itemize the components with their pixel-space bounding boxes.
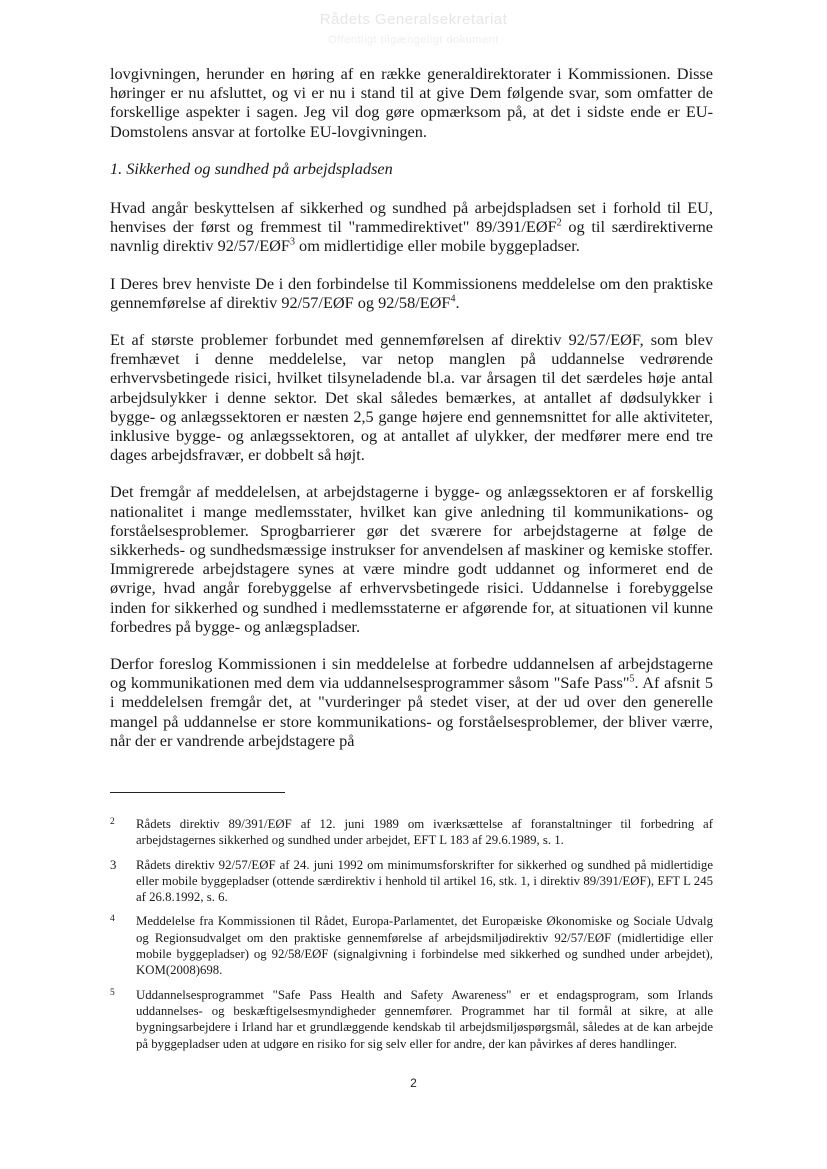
footnote-3 bbox=[110, 857, 713, 906]
footnote-text: Rådets direktiv 89/391/EØF af 12. juni 1989 om iværksættelse af foranstaltninger til forbedring af arbejdstagernes sikkerhed og sundhed under arbejdet, EFT L 183 af 29.6.1989, s. 1. bbox=[136, 817, 713, 848]
footnote-text: Rådets direktiv 92/57/EØF af 24. juni 1992 om minimumsforskrifter for sikkerhed og sundhed på midlertidige eller mobile byggepladser (ottende særdirektiv i henhold til artikel 16, stk. 1, i direktiv 89/391/EØF), EFT L 245 af 26.8.1992, s. 6. bbox=[136, 857, 713, 905]
footnote-text: Uddannelsesprogrammet "Safe Pass Health and Safety Awareness" er et endagsprogram, som Irlands uddannelses- og beskæftigelsesmyndigheder gennemfører. Programmet har til formål at sikre, at alle bygningsarbejdere i Irland har et grundlæggende kendskab til arbejdsmiljøspørgsmål, således at de kan arbejde på byggepladser uden at udgøre en risiko for sig selv eller for andre, der kan påvirkes af deres handlinger. bbox=[136, 987, 713, 1051]
footnote-ref-3[interactable]: 3 bbox=[289, 237, 295, 248]
paragraph-6-text-a: Derfor foreslog Kommissionen i sin meddelelse at forbedre uddannelsen af arbejdstagerne og kommunikationen med dem via uddannelsesprogrammer såsom "Safe Pass" bbox=[110, 654, 713, 693]
header-line-2: Offentligt tilgængeligt dokument bbox=[328, 34, 499, 46]
footnote-text: Meddelelse fra Kommissionen til Rådet, Europa-Parlamentet, det Europæiske Økonomiske og Sociale Udvalg og Regionsudvalget om den praktiske gennemførelse af arbejdsmiljødirektiv 92/57/EØF (midlertidige eller mobile byggepladser) og 92/58/EØF (signalgivning i forbindelse med sikkerhed og sundhed under arbejdet), KOM(2008)698. bbox=[136, 914, 713, 978]
paragraph-5: Det fremgår af meddelelsen, at arbejdstagerne i bygge- og anlægssektoren er af forskellig nationalitet i mange medlemsstater, hvilket kan give anledning til kommunikations- og forståelsesproblemer. Sprogbarrierer gør det sværere for arbejdstagerne at følge de sikkerheds- og sundhedsmæssige instrukser for anvendelsen af maskiner og kemiske stoffer. Immigrerede arbejdstagere synes at være mindre godt uddannet og informeret end de øvrige, hvad angår forebyggelse af erhvervsbetingede risici. Uddannelse i forebyggelse inden for sikkerhed og sundhed i medlemsstaterne er afgørende for, at situationen vil kunne forbedres på bygge- og anlægspladser. bbox=[110, 482, 713, 636]
section-heading: 1. Sikkerhed og sundhed på arbejdspladsen bbox=[110, 158, 393, 178]
paragraph-2-text-a: Hvad angår beskyttelsen af sikkerhed og sundhed på arbejdspladsen set i forhold til EU, henvises der først og fremmest til "rammedirektivet" 89/391/EØF bbox=[110, 198, 713, 237]
paragraph-3 bbox=[110, 274, 713, 312]
footnote-number: 2 bbox=[110, 817, 115, 827]
paragraph-3-text-b: . bbox=[455, 292, 460, 312]
header-line-1: Rådets Generalsekretariat bbox=[319, 11, 508, 28]
footnote-number: 3 bbox=[110, 857, 117, 872]
paragraph-4: Et af største problemer forbundet med gennemførelsen af direktiv 92/57/EØF, som blev fremhævet i denne meddelelse, var netop manglen på uddannelse vedrørende erhvervsbetingede risici, hvilket tilsyneladende bl.a. var årsagen til det særdeles høje antal arbejdsulykker i denne sektor. Det skal således bemærkes, at antallet af dødsulykker i bygge- og anlægssektoren er næsten 2,5 gange højere end gennemsnittet for alle aktiviteter, inklusive bygge- og anlægssektoren, og at antallet af ulykker, der medfører mere end tre dages arbejdsfravær, er dobbelt så højt. bbox=[110, 330, 713, 465]
footnotes bbox=[110, 816, 713, 1060]
footnote-ref-5[interactable]: 5 bbox=[629, 673, 635, 685]
paragraph-6 bbox=[110, 654, 713, 750]
footnote-4 bbox=[110, 913, 713, 978]
paragraph-intro: lovgivningen, herunder en høring af en række generaldirektorater i Kommissionen. Disse høringer er nu afsluttet, og vi er nu i stand til at give Dem følgende svar, som omfatter de forskellige aspekter i sagen. Jeg vil dog gøre opmærksom på, at det i sidste ende er EU-Domstolens ansvar at fortolke EU-lovgivningen. bbox=[110, 64, 713, 141]
footnote-5 bbox=[110, 987, 713, 1052]
footnote-2 bbox=[110, 816, 713, 849]
document-body bbox=[110, 64, 713, 768]
paragraph-3-text-a: I Deres brev henviste De i den forbindelse til Kommissionens meddelelse om den praktiske gennemførelse af direktiv 92/57/EØF og 92/58/EØF bbox=[110, 273, 713, 312]
paragraph-6-text-b: . Af afsnit 5 i meddelelsen fremgår det, at "vurderinger på stedet viser, at der ud over den generelle mangel på uddannelse er store kommunikations- og forståelsesproblemer, der bliver værre, når der er vandrende arbejdstagere på bbox=[110, 673, 714, 750]
paragraph-2-text-b: og til særdirektiverne navnlig direktiv 92/57/EØF bbox=[110, 217, 713, 256]
paragraph-2-text-c: om midlertidige eller mobile byggepladser. bbox=[294, 236, 580, 256]
footnote-ref-2[interactable]: 2 bbox=[556, 217, 562, 229]
faded-header-stamp bbox=[0, 10, 827, 50]
paragraph-2 bbox=[110, 198, 713, 256]
footnote-number: 4 bbox=[110, 914, 115, 925]
page-number: 2 bbox=[410, 1076, 417, 1090]
footnote-separator bbox=[110, 792, 285, 793]
footnote-number: 5 bbox=[110, 987, 115, 998]
footnote-ref-4[interactable]: 4 bbox=[450, 293, 456, 305]
